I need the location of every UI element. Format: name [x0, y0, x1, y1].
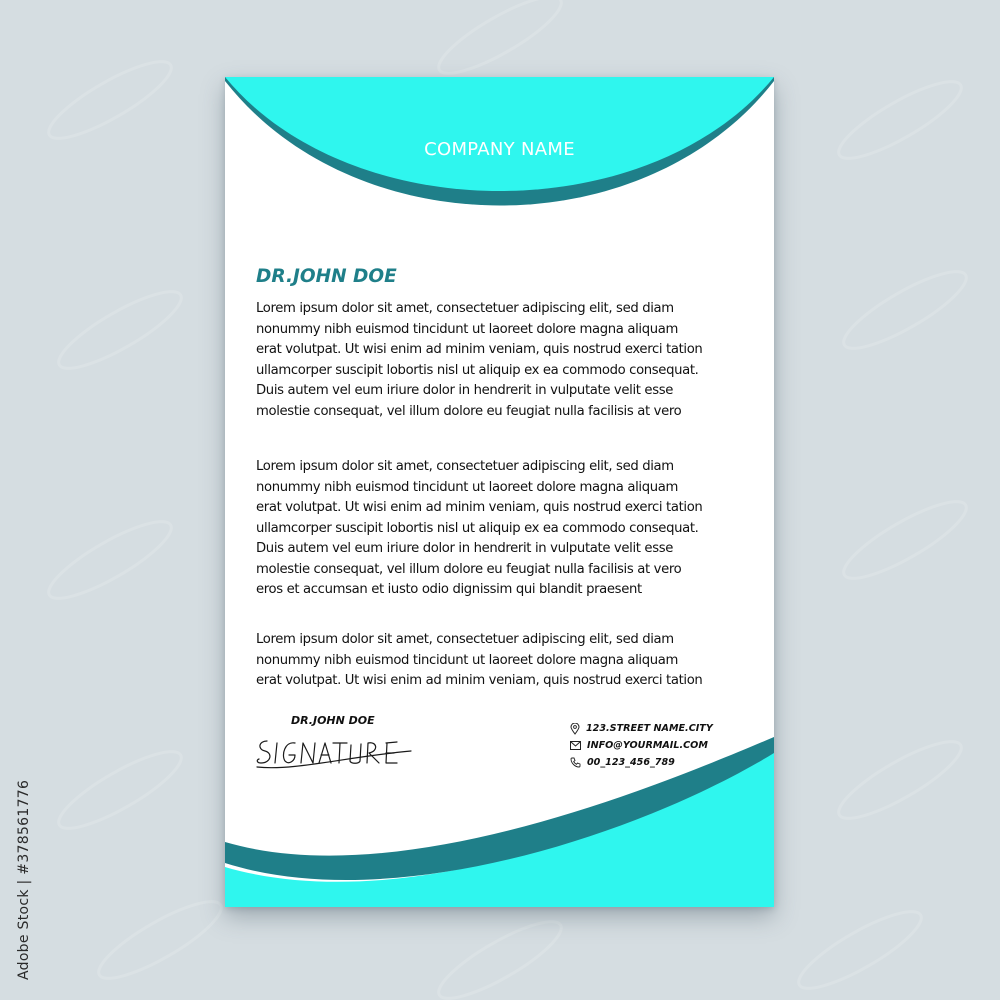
body-paragraph — [256, 630, 756, 692]
body-paragraph — [256, 299, 756, 422]
paragraph-line: erat volutpat. Ut wisi enim ad minim veniam, quis nostrud exerci tation — [256, 500, 703, 515]
contact-phone-row — [570, 754, 713, 771]
contact-phone: 00_123_456_789 — [587, 757, 675, 768]
paragraph-line: Lorem ipsum dolor sit amet, consectetuer adipiscing elit, sed diam — [256, 459, 674, 474]
paragraph-line: Duis autem vel eum iriure dolor in hendrerit in vulputate velit esse — [256, 383, 673, 398]
contact-address-row — [570, 720, 713, 737]
signature-name: DR.JOHN DOE — [291, 714, 375, 727]
paragraph-line: ullamcorper suscipit lobortis nisl ut aliquip ex ea commodo consequat. — [256, 520, 699, 536]
paragraph-line: erat volutpat. Ut wisi enim ad minim veniam, quis nostrud exerci tation — [256, 342, 703, 357]
mail-icon — [570, 741, 581, 750]
header-swoosh-light — [225, 77, 774, 191]
recipient-name: DR.JOHN DOE — [256, 266, 397, 287]
paragraph-line: Lorem ipsum dolor sit amet, consectetuer adipiscing elit, sed diam — [256, 301, 674, 316]
paragraph-line: ullamcorper suscipit lobortis nisl ut aliquip ex ea commodo consequat. — [256, 362, 699, 378]
contact-block — [570, 720, 713, 771]
handwritten-signature — [255, 731, 415, 773]
paragraph-line: nonummy nibh euismod tincidunt ut laoreet dolore magna aliquam — [256, 479, 678, 495]
paragraph-line: nonummy nibh euismod tincidunt ut laoreet dolore magna aliquam — [256, 652, 678, 668]
phone-icon — [570, 757, 581, 768]
paragraph-line: molestie consequat, vel illum dolore eu feugiat nulla facilisis at vero — [256, 561, 682, 577]
paragraph-line: nonummy nibh euismod tincidunt ut laoreet dolore magna aliquam — [256, 321, 678, 337]
paragraph-line: Lorem ipsum dolor sit amet, consectetuer adipiscing elit, sed diam — [256, 632, 674, 647]
body-paragraph — [256, 457, 756, 601]
paragraph-line: Duis autem vel eum iriure dolor in hendrerit in vulputate velit esse — [256, 541, 673, 556]
company-name: COMPANY NAME — [424, 139, 575, 160]
paragraph-line: erat volutpat. Ut wisi enim ad minim veniam, quis nostrud exerci tation — [256, 673, 703, 688]
paragraph-line: eros et accumsan et iusto odio dignissim qui blandit praesent — [256, 582, 642, 597]
stock-id-label: Adobe Stock | #378561776 — [16, 779, 32, 980]
location-pin-icon — [570, 723, 580, 735]
contact-email: INFO@YOURMAIL.COM — [587, 740, 708, 751]
letterhead-page — [225, 77, 774, 907]
paragraph-line: molestie consequat, vel illum dolore eu feugiat nulla facilisis at vero — [256, 403, 682, 419]
contact-email-row — [570, 737, 713, 754]
contact-address: 123.STREET NAME.CITY — [586, 723, 713, 734]
